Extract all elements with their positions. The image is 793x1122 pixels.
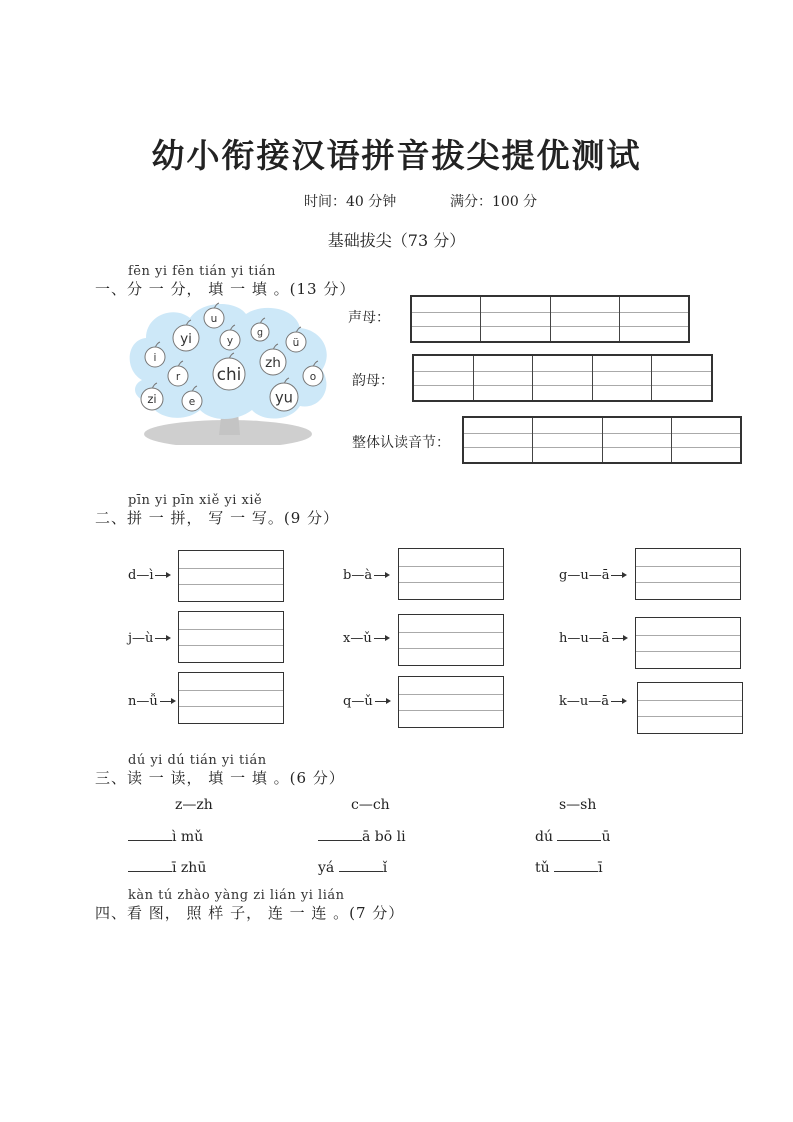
pair-s-sh: s—sh: [559, 797, 597, 813]
answer-box-7[interactable]: [178, 672, 284, 724]
combo-3: g—u—ā: [559, 568, 623, 583]
svg-text:yu: yu: [274, 389, 294, 407]
combo-2: b—à: [343, 568, 386, 583]
q2-heading: 二、拼 一 拼， 写 一 写。(9 分）: [95, 509, 340, 527]
fill-row1-c: dú ū: [535, 829, 611, 845]
exam-time: 时间：40 分钟: [304, 194, 397, 210]
svg-text:zh: zh: [265, 354, 281, 371]
q4-pinyin: kàn tú zhào yàng zi lián yi lián: [128, 888, 345, 903]
blank-input[interactable]: [128, 859, 172, 872]
section-subtitle: 基础拔尖（73 分）: [327, 231, 466, 250]
svg-text:y: y: [226, 334, 234, 347]
yunmu-grid[interactable]: [412, 354, 713, 402]
answer-box-4[interactable]: [178, 611, 284, 663]
answer-box-1[interactable]: [178, 550, 284, 602]
svg-text:u: u: [210, 312, 218, 325]
apple-tree-illustration: [124, 300, 334, 445]
combo-6: h—u—ā: [559, 631, 624, 646]
combo-4: j—ù: [128, 631, 167, 646]
answer-box-9[interactable]: [637, 682, 743, 734]
svg-text:i: i: [153, 351, 157, 364]
shengmu-grid[interactable]: [410, 295, 690, 343]
q3-heading: 三、读 一 读， 填 一 填 。(6 分）: [95, 769, 345, 787]
zhengti-grid[interactable]: [462, 416, 742, 464]
pair-c-ch: c—ch: [351, 797, 390, 813]
fill-row1-b: ā bō li: [318, 828, 406, 845]
zhengti-label: 整体认读音节：: [352, 435, 450, 451]
svg-text:chi: chi: [216, 364, 242, 385]
yunmu-label: 韵母：: [352, 373, 394, 389]
blank-input[interactable]: [318, 828, 362, 841]
answer-box-2[interactable]: [398, 548, 504, 600]
exam-score: 满分：100 分: [450, 194, 538, 210]
blank-input[interactable]: [557, 828, 601, 841]
fill-row2-c: tǔ ī: [535, 860, 603, 876]
combo-9: k—u—ā: [559, 694, 623, 709]
fill-row2-b: yá ǐ: [318, 860, 388, 876]
page-title: 幼小衔接汉语拼音拔尖提优测试: [151, 136, 642, 175]
svg-text:zi: zi: [147, 392, 157, 407]
answer-box-5[interactable]: [398, 614, 504, 666]
blank-input[interactable]: [554, 859, 598, 872]
q3-pinyin: dú yi dú tián yi tián: [128, 753, 267, 768]
q4-heading: 四、看 图， 照 样 子， 连 一 连 。(7 分）: [95, 904, 405, 922]
svg-text:r: r: [175, 370, 181, 383]
svg-text:g: g: [257, 327, 263, 339]
svg-text:yi: yi: [180, 330, 192, 347]
combo-8: q—ǔ: [343, 694, 387, 709]
combo-5: x—ǔ: [343, 631, 386, 646]
fill-row2-a: ī zhū: [128, 859, 206, 876]
answer-box-3[interactable]: [635, 548, 741, 600]
q1-heading: 一、分 一 分， 填 一 填 。(13 分）: [95, 280, 356, 298]
blank-input[interactable]: [339, 859, 383, 872]
blank-input[interactable]: [128, 828, 172, 841]
pair-z-zh: z—zh: [175, 797, 213, 813]
q1-pinyin: fēn yi fēn tián yi tián: [128, 264, 276, 279]
shengmu-label: 声母：: [348, 310, 390, 326]
answer-box-6[interactable]: [635, 617, 741, 669]
answer-box-8[interactable]: [398, 676, 504, 728]
svg-text:o: o: [309, 370, 317, 383]
combo-1: d—ì: [128, 568, 167, 583]
fill-row1-a: ì mǔ: [128, 828, 203, 845]
combo-7: n—ǚ: [128, 694, 172, 709]
q2-pinyin: pīn yi pīn xiě yi xiě: [128, 493, 263, 508]
svg-text:e: e: [188, 395, 196, 408]
svg-text:ü: ü: [292, 336, 300, 349]
